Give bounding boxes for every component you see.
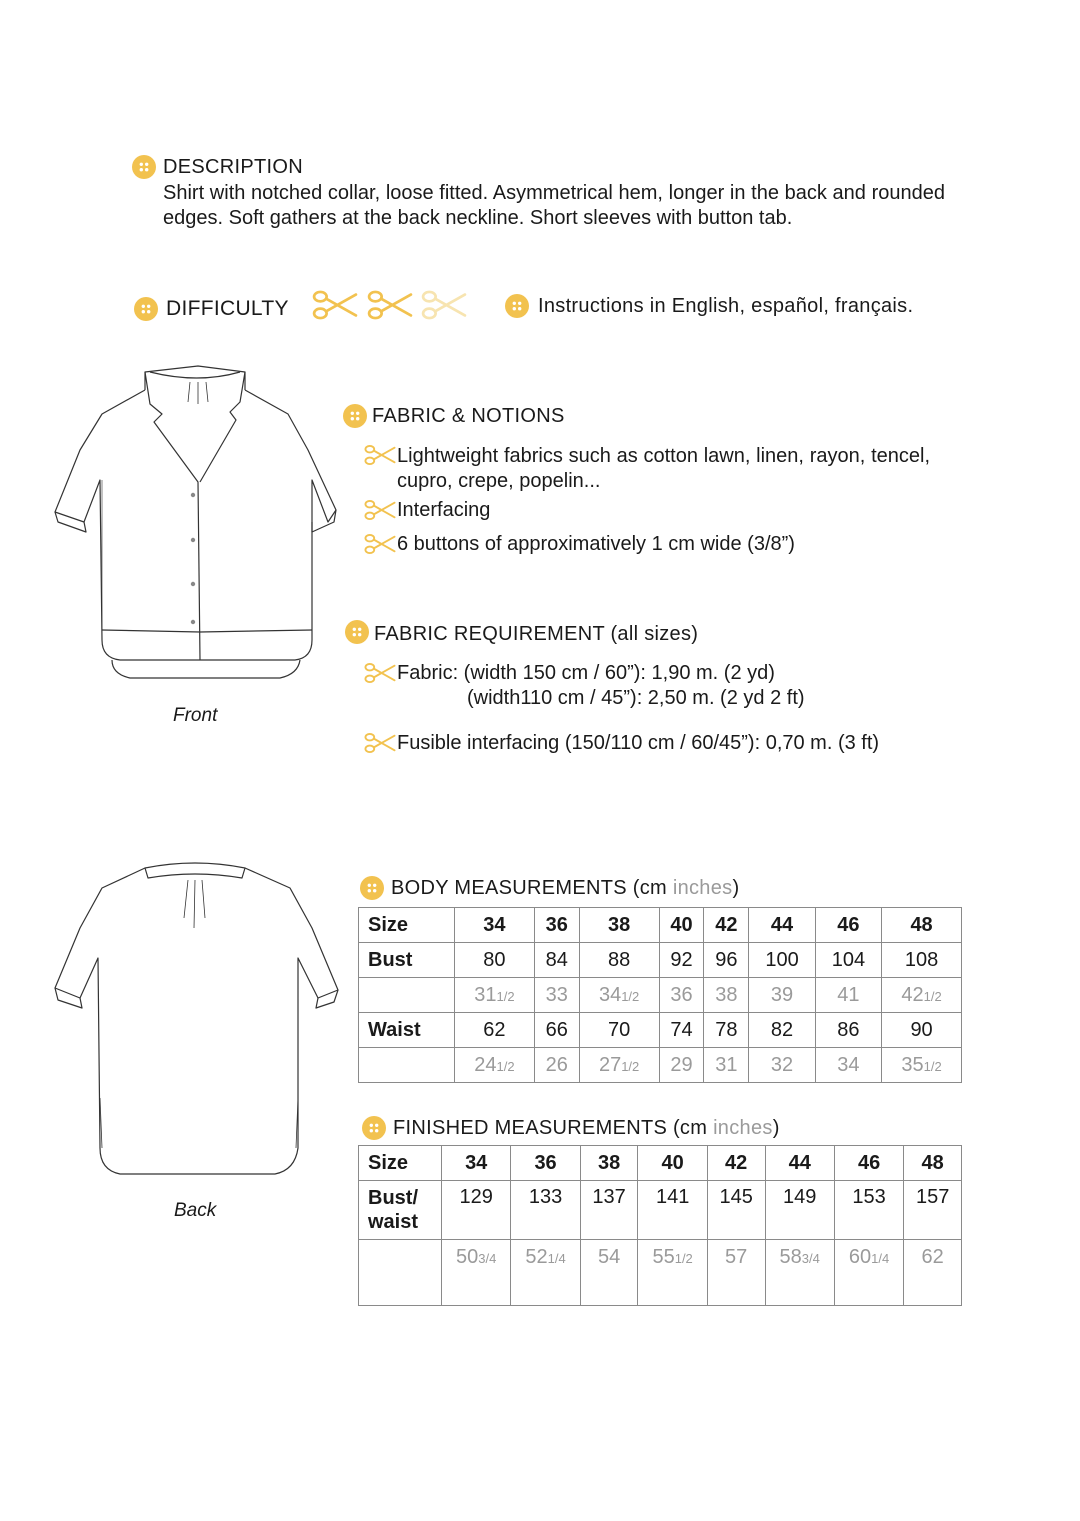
- table-row: [359, 943, 962, 978]
- instructions-text: Instructions in English, español, français.: [538, 295, 914, 317]
- size-cell: 48: [904, 1146, 962, 1181]
- button-bullet-icon: [362, 1116, 386, 1140]
- shirt-back-illustration: [50, 858, 340, 1188]
- table-row: [359, 1048, 962, 1083]
- cm-cell: 153: [834, 1181, 903, 1240]
- front-caption: Front: [173, 705, 218, 726]
- inch-cell: 36: [659, 978, 704, 1013]
- scissors-icon: [364, 533, 396, 555]
- button-bullet-icon: [134, 297, 158, 321]
- shirt-front-illustration: [50, 362, 340, 692]
- row-label: Bust: [359, 943, 455, 978]
- table-row: [359, 1013, 962, 1048]
- size-cell: 48: [882, 908, 962, 943]
- description-heading: DESCRIPTION: [163, 156, 303, 178]
- size-cell: 40: [659, 908, 704, 943]
- cm-cell: 90: [882, 1013, 962, 1048]
- button-bullet-icon: [345, 620, 369, 644]
- cm-cell: 78: [704, 1013, 749, 1048]
- size-cell: 46: [815, 908, 881, 943]
- inch-cell: 311/2: [455, 978, 535, 1013]
- interfacing-line: Fusible interfacing (150/110 cm / 60/45”): 0,70 m. (3 ft): [397, 732, 880, 754]
- fabric-item: Interfacing: [397, 499, 491, 521]
- scissors-icon: [364, 732, 396, 754]
- size-cell: 46: [834, 1146, 903, 1181]
- fabric-line-1: Fabric: (width 150 cm / 60”): 1,90 m. (2 yd): [397, 662, 775, 684]
- inch-cell: 341/2: [579, 978, 659, 1013]
- inch-cell: 41: [815, 978, 881, 1013]
- button-bullet-icon: [132, 155, 156, 179]
- row-label: Bust/ waist: [359, 1181, 442, 1240]
- inch-cell: 54: [580, 1240, 638, 1306]
- inch-cell: 503/4: [442, 1240, 511, 1306]
- cm-cell: 92: [659, 943, 704, 978]
- fabric-requirement-heading: FABRIC REQUIREMENT (all sizes): [374, 623, 699, 645]
- difficulty-heading: DIFFICULTY: [166, 297, 289, 320]
- finished-measurements-table: [358, 1145, 962, 1306]
- table-row: [359, 1240, 962, 1306]
- difficulty-rating: [312, 289, 472, 323]
- cm-cell: 84: [534, 943, 579, 978]
- size-cell: 40: [638, 1146, 707, 1181]
- inch-cell: 521/4: [511, 1240, 580, 1306]
- cm-cell: 149: [765, 1181, 834, 1240]
- cm-cell: 157: [904, 1181, 962, 1240]
- size-cell: 36: [534, 908, 579, 943]
- scissors-icon: [364, 499, 396, 521]
- inch-cell: 241/2: [455, 1048, 535, 1083]
- fabric-item: 6 buttons of approximatively 1 cm wide (3/8”): [397, 533, 795, 555]
- cm-cell: 86: [815, 1013, 881, 1048]
- cm-cell: 96: [704, 943, 749, 978]
- size-cell: 34: [455, 908, 535, 943]
- body-measurements-table: [358, 907, 962, 1083]
- inch-cell: 39: [749, 978, 815, 1013]
- cm-cell: 108: [882, 943, 962, 978]
- size-label: Size: [359, 1146, 442, 1181]
- button-bullet-icon: [343, 404, 367, 428]
- inch-cell: 583/4: [765, 1240, 834, 1306]
- size-cell: 34: [442, 1146, 511, 1181]
- size-cell: 36: [511, 1146, 580, 1181]
- inch-cell: 551/2: [638, 1240, 707, 1306]
- cm-cell: 129: [442, 1181, 511, 1240]
- scissors-icon: [312, 289, 358, 321]
- button-bullet-icon: [505, 294, 529, 318]
- table-row: [359, 978, 962, 1013]
- inch-cell: 34: [815, 1048, 881, 1083]
- size-cell: 42: [707, 1146, 765, 1181]
- inch-cell: 33: [534, 978, 579, 1013]
- size-cell: 38: [580, 1146, 638, 1181]
- cm-cell: 100: [749, 943, 815, 978]
- cm-cell: 66: [534, 1013, 579, 1048]
- cm-cell: 88: [579, 943, 659, 978]
- inch-cell: 421/2: [882, 978, 962, 1013]
- inch-cell: 601/4: [834, 1240, 903, 1306]
- inch-cell: 271/2: [579, 1048, 659, 1083]
- scissors-icon: [421, 289, 467, 321]
- inch-cell: 38: [704, 978, 749, 1013]
- inch-cell: 26: [534, 1048, 579, 1083]
- row-label: Waist: [359, 1013, 455, 1048]
- cm-cell: 137: [580, 1181, 638, 1240]
- size-cell: 38: [579, 908, 659, 943]
- inch-cell: 29: [659, 1048, 704, 1083]
- table-row: [359, 1146, 962, 1181]
- cm-cell: 70: [579, 1013, 659, 1048]
- size-cell: 44: [765, 1146, 834, 1181]
- scissors-icon: [364, 662, 396, 684]
- cm-cell: 74: [659, 1013, 704, 1048]
- cm-cell: 141: [638, 1181, 707, 1240]
- table-row: [359, 908, 962, 943]
- fabric-item: Lightweight fabrics such as cotton lawn, linen, rayon, tencel, cupro, crepe, popelin...: [397, 445, 930, 492]
- fabric-notions-heading: FABRIC & NOTIONS: [372, 405, 565, 427]
- cm-cell: 104: [815, 943, 881, 978]
- cm-cell: 133: [511, 1181, 580, 1240]
- body-measurements-heading: BODY MEASUREMENTS (cm inches): [391, 877, 740, 899]
- inch-cell: 62: [904, 1240, 962, 1306]
- finished-measurements-heading: FINISHED MEASUREMENTS (cm inches): [393, 1117, 780, 1139]
- size-cell: 42: [704, 908, 749, 943]
- back-caption: Back: [174, 1200, 217, 1221]
- cm-cell: 80: [455, 943, 535, 978]
- inch-cell: 31: [704, 1048, 749, 1083]
- scissors-icon: [367, 289, 413, 321]
- inch-cell: 57: [707, 1240, 765, 1306]
- button-bullet-icon: [360, 876, 384, 900]
- table-row: [359, 1181, 962, 1240]
- fabric-line-2: (width110 cm / 45”): 2,50 m. (2 yd 2 ft): [467, 687, 805, 709]
- size-cell: 44: [749, 908, 815, 943]
- description-text: Shirt with notched collar, loose fitted. Asymmetrical hem, longer in the back and rounded edges. Soft gathers at the back neckline. Short sleeves with button tab.: [163, 182, 945, 229]
- scissors-icon: [364, 444, 396, 466]
- size-label: Size: [359, 908, 455, 943]
- inch-cell: 351/2: [882, 1048, 962, 1083]
- cm-cell: 145: [707, 1181, 765, 1240]
- inch-cell: 32: [749, 1048, 815, 1083]
- cm-cell: 62: [455, 1013, 535, 1048]
- cm-cell: 82: [749, 1013, 815, 1048]
